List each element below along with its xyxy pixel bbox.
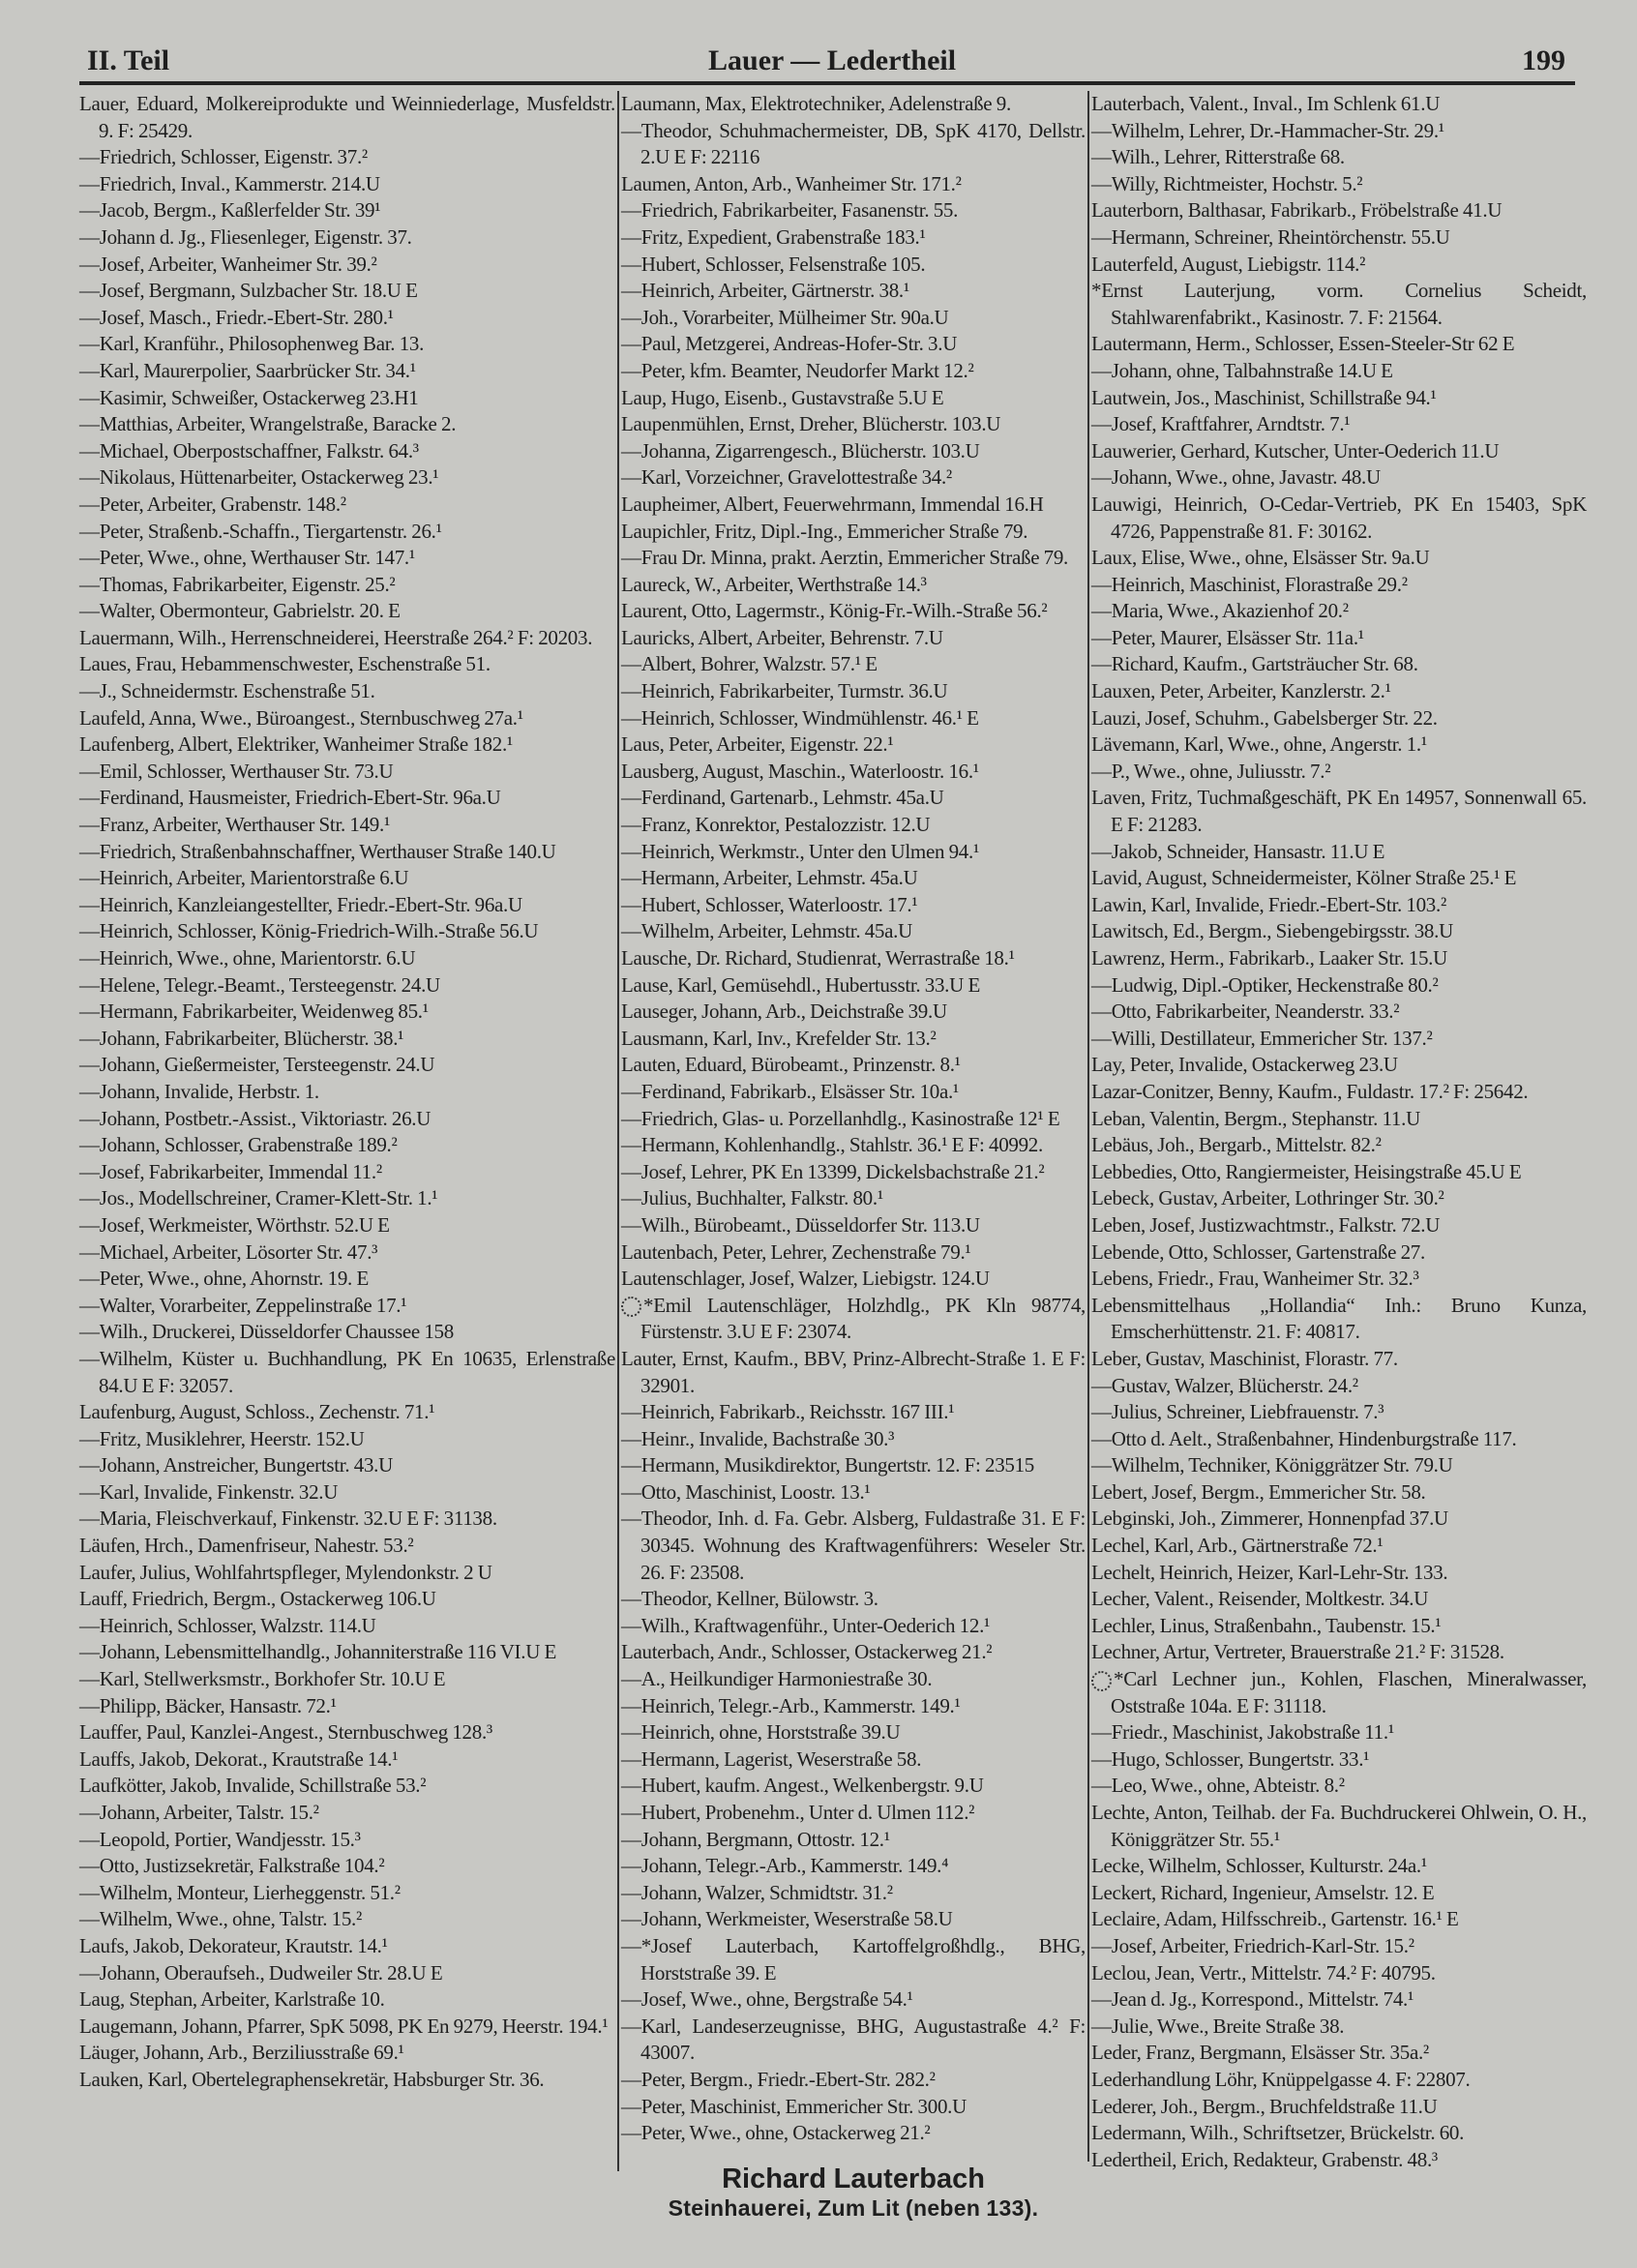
directory-entry: Ledertheil, Erich, Redakteur, Grabenstr. 48.³ [1091, 2147, 1438, 2171]
directory-entry: —Johann, ohne, Talbahnstraße 14.U E [1091, 358, 1393, 382]
directory-entry: —Ludwig, Dipl.-Optiker, Heckenstraße 80.² [1091, 972, 1439, 997]
directory-entry: Lausche, Dr. Richard, Studienrat, Werrastraße 18.¹ [621, 946, 1015, 970]
directory-entry: —Peter, Straßenb.-Schaffn., Tiergartenstr. 26.¹ [79, 519, 442, 543]
directory-entry: —Julius, Buchhalter, Falkstr. 80.¹ [621, 1186, 883, 1210]
directory-entry: —Karl, Maurerpolier, Saarbrücker Str. 34.¹ [79, 358, 416, 382]
directory-entry: —Heinrich, Maschinist, Florastraße 29.² [1091, 572, 1408, 596]
directory-entry: Lebert, Josef, Bergm., Emmericher Str. 58. [1091, 1479, 1426, 1504]
directory-entry: Lederer, Joh., Bergm., Bruchfeldstraße 11.U [1091, 2094, 1438, 2118]
directory-entry: —Heinrich, Fabrikarb., Reichsstr. 167 III.¹ [621, 1400, 955, 1424]
directory-entry: —Richard, Kaufm., Gartsträucher Str. 68. [1091, 652, 1418, 676]
directory-entry: Lechelt, Heinrich, Heizer, Karl-Lehr-Str. 133. [1091, 1560, 1448, 1584]
directory-entry: —Wilh., Druckerei, Düsseldorfer Chaussee 158 [79, 1320, 454, 1344]
directory-entry: Laumen, Anton, Arb., Wanheimer Str. 171.² [621, 171, 962, 195]
directory-entry: —Peter, Maurer, Elsässer Str. 11a.¹ [1091, 625, 1364, 649]
directory-entry: —Franz, Konrektor, Pestalozzistr. 12.U [621, 813, 931, 837]
directory-entry: Lawitsch, Ed., Bergm., Siebengebirgsstr. 38.U [1091, 919, 1453, 943]
directory-entry: —Josef, Bergmann, Sulzbacher Str. 18.U E [79, 279, 418, 303]
part-label: II. Teil [87, 45, 170, 76]
directory-entry: Läufen, Hrch., Damenfriseur, Nahestr. 53.² [79, 1534, 414, 1558]
directory-entry: —Josef, Masch., Friedr.-Ebert-Str. 280.¹ [79, 305, 394, 329]
directory-entry: —Jean d. Jg., Korrespond., Mittelstr. 74.¹ [1091, 1987, 1414, 2012]
directory-entry: —Walter, Obermonteur, Gabrielstr. 20. E [79, 599, 401, 623]
directory-entry: —Friedrich, Straßenbahnschaffner, Werthauser Straße 140.U [79, 839, 556, 863]
directory-entry: —Leopold, Portier, Wandjesstr. 15.³ [79, 1827, 361, 1851]
directory-entry: Lauterborn, Balthasar, Fabrikarb., Fröbelstraße 41.U [1091, 198, 1503, 223]
directory-entry: Lebens, Friedr., Frau, Wanheimer Str. 32.³ [1091, 1267, 1419, 1291]
directory-entry: Laven, Fritz, Tuchmaßgeschäft, PK En 14957, Sonnenwall 65. E F: 21283. [1091, 786, 1587, 837]
ad-line: Steinhauerei, Zum Lit (neben 133). [668, 2194, 1039, 2221]
directory-entry: —Heinr., Invalide, Bachstraße 30.³ [621, 1426, 895, 1450]
directory-entry: Lautenbach, Peter, Lehrer, Zechenstraße 79.¹ [621, 1239, 971, 1264]
directory-column-2 [621, 91, 1086, 2222]
directory-entry: —Johanna, Zigarrengesch., Blücherstr. 103.U [621, 438, 980, 463]
directory-entry: —Heinrich, Wwe., ohne, Marientorstr. 6.U [79, 946, 416, 970]
column-divider [1087, 91, 1089, 2162]
directory-entry: —Theodor, Schuhmachermeister, DB, SpK 4170, Dellstr. 2.U E F: 22116 [621, 118, 1086, 169]
directory-entry: —Hubert, Probenehm., Unter d. Ulmen 112.² [621, 1801, 975, 1824]
directory-entry: —Peter, Bergm., Friedr.-Ebert-Str. 282.² [621, 2067, 936, 2091]
directory-entry: —Josef, Arbeiter, Wanheimer Str. 39.² [79, 252, 377, 276]
directory-entry: —Wilhelm, Küster u. Buchhandlung, PK En 10635, Erlenstraße 84.U E F: 32057. [79, 1346, 615, 1397]
directory-entry: —Peter, Wwe., ohne, Werthauser Str. 147.¹ [79, 546, 415, 570]
directory-entry: —Michael, Arbeiter, Lösorter Str. 47.³ [79, 1239, 378, 1264]
directory-entry [621, 1293, 1086, 1346]
directory-entry: Lauzi, Josef, Schuhm., Gabelsberger Str. 22. [1091, 705, 1438, 730]
directory-entry: —Otto, Maschinist, Loostr. 13.¹ [621, 1479, 871, 1504]
directory-entry: —Otto, Fabrikarbeiter, Neanderstr. 33.² [1091, 1000, 1400, 1024]
directory-entry: Laug, Stephan, Arbeiter, Karlstraße 10. [79, 1987, 385, 2012]
directory-entry: Lebginski, Joh., Zimmerer, Honnenpfad 37.U [1091, 1507, 1448, 1531]
directory-entry: —A., Heilkundiger Harmoniestraße 30. [621, 1667, 933, 1691]
directory-entry: Laufenburg, August, Schloss., Zechenstr. 71.¹ [79, 1400, 435, 1424]
directory-entry: Lechner, Artur, Vertreter, Brauerstraße 21.² F: 31528. [1091, 1640, 1504, 1664]
directory-entry: Laufeld, Anna, Wwe., Büroangest., Sternbuschweg 27a.¹ [79, 705, 523, 730]
directory-entry: Laufs, Jakob, Dekorateur, Krautstr. 14.¹ [79, 1933, 388, 1957]
directory-entry: —Karl, Vorzeichner, Gravelottestraße 34.² [621, 465, 952, 490]
directory-entry: —Ferdinand, Fabrikarb., Elsässer Str. 10a.¹ [621, 1079, 959, 1103]
directory-entry: —Willy, Richtmeister, Hochstr. 5.² [1091, 171, 1363, 195]
directory-entry: —Heinrich, Schlosser, Windmühlenstr. 46.¹ E [621, 705, 979, 730]
directory-entry: Laufkötter, Jakob, Invalide, Schillstraße 53.² [79, 1774, 427, 1798]
directory-entry: —Friedrich, Glas- u. Porzellanhdlg., Kasinostraße 12¹ E [621, 1106, 1060, 1130]
directory-entry: —Wilh., Kraftwagenführ., Unter-Oederich 12.¹ [621, 1613, 991, 1637]
directory-entry: —Ferdinand, Gartenarb., Lehmstr. 45a.U [621, 786, 944, 810]
directory-entry: —Johann, Lebensmittelhandlg., Johanniterstraße 116 VI.U E [79, 1640, 557, 1664]
directory-entry: Lauricks, Albert, Arbeiter, Behrenstr. 7.U [621, 625, 943, 649]
directory-entry: —Josef, Kraftfahrer, Arndtstr. 7.¹ [1091, 412, 1351, 436]
directory-entry: —Karl, Landeserzeugnisse, BHG, Augustastraße 4.² F: 43007. [621, 2014, 1086, 2065]
directory-entry: Lauff, Friedrich, Bergm., Ostackerweg 106.U [79, 1587, 436, 1611]
directory-entry: Laurent, Otto, Lagermstr., König-Fr.-Wilh.-Straße 56.² [621, 599, 1048, 623]
directory-entry: Lauwigi, Heinrich, O-Cedar-Vertrieb, PK En 15403, SpK 4726, Pappenstraße 81. F: 30162. [1091, 492, 1587, 543]
directory-entry: —Johann d. Jg., Fliesenleger, Eigenstr. 37. [79, 224, 412, 249]
directory-entry: Leber, Gustav, Maschinist, Florastr. 77. [1091, 1346, 1398, 1370]
directory-entry: —Karl, Invalide, Finkenstr. 32.U [79, 1479, 339, 1504]
entry-text: *Emil Lautenschläger, Holzhdlg., PK Kln 98774, Fürstenstr. 3.U E F: 23074. [640, 1293, 1086, 1344]
directory-entry: Lawrenz, Herm., Fabrikarb., Laaker Str. 15.U [1091, 946, 1448, 970]
directory-entry: *Ernst Lauterjung, vorm. Cornelius Scheidt, Stahlwarenfabrikt., Kasinostr. 7. F: 21564. [1091, 279, 1587, 329]
directory-entry: —Jakob, Schneider, Hansastr. 11.U E [1091, 839, 1385, 863]
directory-entry: —Hermann, Kohlenhandlg., Stahlstr. 36.¹ E F: 40992. [621, 1133, 1043, 1157]
ad-name: Richard Lauterbach [722, 2163, 985, 2194]
directory-entry: —Heinrich, Fabrikarbeiter, Turmstr. 36.U [621, 679, 948, 703]
directory-entry: —Gustav, Walzer, Blücherstr. 24.² [1091, 1373, 1358, 1397]
directory-entry: Lazar-Conitzer, Benny, Kaufm., Fuldastr. 17.² F: 25642. [1091, 1079, 1529, 1103]
directory-entry: —Heinrich, Werkmstr., Unter den Ulmen 94.¹ [621, 839, 979, 863]
directory-entry: —Johann, Walzer, Schmidtstr. 31.² [621, 1880, 893, 1904]
directory-entry: —Heinrich, Schlosser, Walzstr. 114.U [79, 1613, 376, 1637]
directory-entry: —Helene, Telegr.-Beamt., Tersteegenstr. 24.U [79, 972, 440, 997]
directory-entry: —Walter, Vorarbeiter, Zeppelinstraße 17.¹ [79, 1293, 407, 1317]
directory-entry: Lavid, August, Schneidermeister, Kölner Straße 25.¹ E [1091, 866, 1517, 890]
directory-entry: Lautenschlager, Josef, Walzer, Liebigstr. 124.U [621, 1267, 990, 1291]
directory-entry: —Hugo, Schlosser, Bungertstr. 33.¹ [1091, 1746, 1370, 1771]
directory-entry: —Jos., Modellschreiner, Cramer-Klett-Str. 1.¹ [79, 1186, 438, 1210]
directory-entry: —Peter, kfm. Beamter, Neudorfer Markt 12.² [621, 358, 974, 382]
directory-entry: —Josef, Lehrer, PK En 13399, Dickelsbachstraße 21.² [621, 1159, 1045, 1183]
directory-entry: —Hermann, Schreiner, Rheintörchenstr. 55.U [1091, 224, 1450, 249]
directory-entry: —Michael, Oberpostschaffner, Falkstr. 64.³ [79, 438, 419, 463]
directory-entry: Lauterbach, Valent., Inval., Im Schlenk 61.U [1091, 92, 1441, 115]
directory-entry: —Johann, Werkmeister, Weserstraße 58.U [621, 1907, 953, 1931]
directory-entry: Laues, Frau, Hebammenschwester, Eschenstraße 51. [79, 652, 491, 676]
directory-entry: —Johann, Wwe., ohne, Javastr. 48.U [1091, 465, 1381, 490]
directory-entry: Laup, Hugo, Eisenb., Gustavstraße 5.U E [621, 385, 944, 409]
entry-text: *Carl Lechner jun., Kohlen, Flaschen, Mineralwasser, Oststraße 104a. E F: 31118. [1111, 1667, 1587, 1717]
directory-entry: —Josef, Arbeiter, Friedrich-Karl-Str. 15.² [1091, 1933, 1414, 1957]
directory-entry: —Wilhelm, Lehrer, Dr.-Hammacher-Str. 29.¹ [1091, 118, 1444, 142]
directory-entry: —Otto d. Aelt., Straßenbahner, Hindenburgstraße 117. [1091, 1426, 1517, 1450]
directory-entry: —Heinrich, Schlosser, König-Friedrich-Wilh.-Straße 56.U [79, 919, 539, 943]
directory-entry: Lauken, Karl, Obertelegraphensekretär, Habsburger Str. 36. [79, 2067, 545, 2091]
directory-entry: —*Josef Lauterbach, Kartoffelgroßhdlg., BHG, Horststraße 39. E [621, 1933, 1086, 1984]
directory-entry: Leclou, Jean, Vertr., Mittelstr. 74.² F: 40795. [1091, 1960, 1436, 1984]
directory-entry: —Franz, Arbeiter, Werthauser Str. 149.¹ [79, 813, 390, 837]
directory-entry: —Friedr., Maschinist, Jakobstraße 11.¹ [1091, 1720, 1394, 1745]
directory-entry: —Johann, Oberaufseh., Dudweiler Str. 28.U E [79, 1960, 443, 1984]
directory-entry: Lechte, Anton, Teilhab. der Fa. Buchdruckerei Ohlwein, O. H., Königgrätzer Str. 55.¹ [1091, 1801, 1587, 1851]
directory-entry: Lebeck, Gustav, Arbeiter, Lothringer Str. 30.² [1091, 1186, 1444, 1210]
directory-entry: —Julius, Schreiner, Liebfrauenstr. 7.³ [1091, 1400, 1384, 1424]
directory-entry: —Joh., Vorarbeiter, Mülheimer Str. 90a.U [621, 305, 949, 329]
directory-entry: Leban, Valentin, Bergm., Stephanstr. 11.U [1091, 1106, 1420, 1130]
directory-entry: Lebensmittelhaus „Hollandia“ Inh.: Bruno Kunza, Emscherhüttenstr. 21. F: 40817. [1091, 1293, 1587, 1344]
directory-entry: Lebäus, Joh., Bergarb., Mittelstr. 82.² [1091, 1133, 1382, 1157]
directory-entry: —Jacob, Bergm., Kaßlerfelder Str. 39¹ [79, 198, 381, 223]
directory-entry: —Thomas, Fabrikarbeiter, Eigenstr. 25.² [79, 572, 396, 596]
directory-entry: —J., Schneidermstr. Eschenstraße 51. [79, 679, 375, 703]
directory-entry: —Friedrich, Inval., Kammerstr. 214.U [79, 171, 380, 195]
directory-entry: —Albert, Bohrer, Walzstr. 57.¹ E [621, 652, 878, 676]
directory-entry: —Hermann, Lagerist, Weserstraße 58. [621, 1746, 922, 1771]
directory-entry: Lawin, Karl, Invalide, Friedr.-Ebert-Str. 103.² [1091, 892, 1446, 916]
directory-entry: —Wilhelm, Monteur, Lierheggenstr. 51.² [79, 1880, 401, 1904]
wreath-icon [621, 1297, 641, 1317]
column-divider [617, 91, 619, 2171]
directory-entry: Lebende, Otto, Schlosser, Gartenstraße 27. [1091, 1239, 1425, 1264]
directory-entry: —Wilhelm, Wwe., ohne, Talstr. 15.² [79, 1907, 362, 1931]
directory-entry: —Hubert, kaufm. Angest., Welkenbergstr. 9.U [621, 1774, 984, 1798]
directory-entry: —Friedrich, Fabrikarbeiter, Fasanenstr. 55. [621, 198, 959, 223]
directory-entry: —Johann, Telegr.-Arb., Kammerstr. 149.⁴ [621, 1854, 949, 1878]
directory-entry: Lauterbach, Andr., Schlosser, Ostackerweg 21.² [621, 1640, 993, 1664]
directory-entry: —Johann, Postbetr.-Assist., Viktoriastr. 26.U [79, 1106, 432, 1130]
directory-entry: —Johann, Schlosser, Grabenstraße 189.² [79, 1133, 398, 1157]
directory-entry: —Hubert, Schlosser, Felsenstraße 105. [621, 252, 926, 276]
directory-entry: —Johann, Invalide, Herbstr. 1. [79, 1079, 319, 1103]
directory-entry: —Matthias, Arbeiter, Wrangelstraße, Baracke 2. [79, 412, 457, 436]
directory-entry: —Theodor, Inh. d. Fa. Gebr. Alsberg, Fuldastraße 31. E F: 30345. Wohnung des Kraftwagenführers: Weseler Str. 26. F: 23508. [621, 1507, 1086, 1584]
directory-entry: Lay, Peter, Invalide, Ostackerweg 23.U [1091, 1053, 1398, 1077]
directory-entry: —Maria, Fleischverkauf, Finkenstr. 32.U E F: 31138. [79, 1507, 497, 1531]
directory-entry: —Johann, Anstreicher, Bungertstr. 43.U [79, 1453, 393, 1477]
directory-entry: —Emil, Schlosser, Werthauser Str. 73.U [79, 759, 394, 783]
directory-entry: Ledermann, Wilh., Schriftsetzer, Brückelstr. 60. [1091, 2121, 1465, 2145]
directory-entry: Leclaire, Adam, Hilfsschreib., Gartenstr. 16.¹ E [1091, 1907, 1459, 1931]
directory-entry: —Nikolaus, Hüttenarbeiter, Ostackerweg 23.¹ [79, 465, 439, 490]
directory-entry: Lauterfeld, August, Liebigstr. 114.² [1091, 252, 1366, 276]
directory-entry: Lauten, Eduard, Bürobeamt., Prinzenstr. 8.¹ [621, 1053, 961, 1077]
directory-entry: —Friedrich, Schlosser, Eigenstr. 37.² [79, 145, 368, 169]
directory-entry: —Peter, Wwe., ohne, Ahornstr. 19. E [79, 1267, 369, 1291]
directory-entry: —Josef, Fabrikarbeiter, Immendal 11.² [79, 1159, 382, 1183]
directory-entry: —Karl, Kranführ., Philosophenweg Bar. 13. [79, 332, 425, 356]
directory-entry: —Paul, Metzgerei, Andreas-Hofer-Str. 3.U [621, 332, 958, 356]
directory-entry: —Heinrich, ohne, Horststraße 39.U [621, 1720, 901, 1745]
directory-entry: —Heinrich, Kanzleiangestellter, Friedr.-Ebert-Str. 96a.U [79, 892, 522, 916]
directory-entry: Lauter, Ernst, Kaufm., BBV, Prinz-Albrecht-Straße 1. E F: 32901. [621, 1346, 1086, 1397]
directory-entry: —Maria, Wwe., Akazienhof 20.² [1091, 599, 1349, 623]
directory-entry: —Hermann, Musikdirektor, Bungertstr. 12. F: 23515 [621, 1453, 1035, 1477]
directory-entry: Lausberg, August, Maschin., Waterloostr. 16.¹ [621, 759, 979, 783]
directory-entry: —P., Wwe., ohne, Juliusstr. 7.² [1091, 759, 1331, 783]
directory-entry: —Johann, Gießermeister, Tersteegenstr. 24.U [79, 1053, 435, 1077]
directory-entry: —Peter, Maschinist, Emmericher Str. 300.U [621, 2094, 967, 2118]
page-number: 199 [1522, 45, 1565, 76]
directory-entry: —Hermann, Arbeiter, Lehmstr. 45a.U [621, 866, 918, 890]
directory-entry: —Wilh., Lehrer, Ritterstraße 68. [1091, 145, 1345, 169]
directory-entry: —Wilh., Bürobeamt., Düsseldorfer Str. 113.U [621, 1212, 980, 1237]
directory-entry: —Hermann, Fabrikarbeiter, Weidenweg 85.¹ [79, 1000, 429, 1024]
directory-entry: —Otto, Justizsekretär, Falkstraße 104.² [79, 1854, 385, 1878]
directory-entry: —Kasimir, Schweißer, Ostackerweg 23.H1 [79, 385, 419, 409]
directory-entry: —Karl, Stellwerksmstr., Borkhofer Str. 10.U E [79, 1667, 446, 1691]
directory-entry: Lauxen, Peter, Arbeiter, Kanzlerstr. 2.¹ [1091, 679, 1391, 703]
directory-entry: Lecke, Wilhelm, Schlosser, Kulturstr. 24a.¹ [1091, 1854, 1427, 1878]
directory-entry: Lause, Karl, Gemüsehdl., Hubertusstr. 33.U E [621, 972, 980, 997]
directory-entry: —Wilhelm, Arbeiter, Lehmstr. 45a.U [621, 919, 912, 943]
directory-entry: Lävemann, Karl, Wwe., ohne, Angerstr. 1.¹ [1091, 732, 1427, 757]
directory-entry: —Frau Dr. Minna, prakt. Aerztin, Emmericher Straße 79. [621, 546, 1069, 570]
directory-entry: Lausmann, Karl, Inv., Krefelder Str. 13.² [621, 1026, 937, 1050]
directory-column-3 [1091, 91, 1587, 2173]
directory-entry: —Philipp, Bäcker, Hansastr. 72.¹ [79, 1693, 337, 1717]
directory-entry: —Ferdinand, Hausmeister, Friedrich-Ebert-Str. 96a.U [79, 786, 501, 810]
directory-entry: —Willi, Destillateur, Emmericher Str. 137.² [1091, 1026, 1433, 1050]
directory-entry: —Leo, Wwe., ohne, Abteistr. 8.² [1091, 1774, 1345, 1798]
directory-entry: Laureck, W., Arbeiter, Werthstraße 14.³ [621, 572, 927, 596]
directory-entry: —Johann, Fabrikarbeiter, Blücherstr. 38.¹ [79, 1026, 404, 1050]
directory-entry: Lederhandlung Löhr, Knüppelgasse 4. F: 22807. [1091, 2067, 1471, 2091]
directory-entry: Lauermann, Wilh., Herrenschneiderei, Heerstraße 264.² F: 20203. [79, 625, 593, 649]
directory-entry: —Peter, Wwe., ohne, Ostackerweg 21.² [621, 2121, 931, 2145]
directory-entry: Leben, Josef, Justizwachtmstr., Falkstr. 72.U [1091, 1212, 1441, 1237]
directory-entry: Lauer, Eduard, Molkereiprodukte und Weinniederlage, Musfeldstr. 9. F: 25429. [79, 92, 615, 142]
directory-entry: Lauwerier, Gerhard, Kutscher, Unter-Oederich 11.U [1091, 438, 1500, 463]
directory-entry: Laupheimer, Albert, Feuerwehrmann, Immendal 16.H [621, 492, 1044, 516]
directory-entry: Lebbedies, Otto, Rangiermeister, Heisingstraße 45.U E [1091, 1159, 1522, 1183]
directory-entry: Lecher, Valent., Reisender, Moltkestr. 34.U [1091, 1587, 1429, 1611]
directory-entry: Laupenmühlen, Ernst, Dreher, Blücherstr. 103.U [621, 412, 1001, 436]
directory-entry: Laupichler, Fritz, Dipl.-Ing., Emmericher Straße 79. [621, 519, 1028, 543]
directory-entry: Lechel, Karl, Arb., Gärtnerstraße 72.¹ [1091, 1534, 1384, 1558]
directory-entry [1091, 1666, 1587, 1719]
directory-entry: Laufer, Julius, Wohlfahrtspfleger, Mylendonkstr. 2 U [79, 1560, 492, 1584]
directory-entry: Lechler, Linus, Straßenbahn., Taubenstr. 15.¹ [1091, 1613, 1442, 1637]
directory-entry: —Fritz, Musiklehrer, Heerstr. 152.U [79, 1426, 365, 1450]
directory-entry: —Johann, Arbeiter, Talstr. 15.² [79, 1801, 319, 1824]
directory-entry: Laumann, Max, Elektrotechniker, Adelenstraße 9. [621, 92, 1011, 115]
directory-entry: —Heinrich, Arbeiter, Gärtnerstr. 38.¹ [621, 279, 909, 303]
directory-entry: Leckert, Richard, Ingenieur, Amselstr. 12. E [1091, 1880, 1435, 1904]
directory-entry: —Theodor, Kellner, Bülowstr. 3. [621, 1587, 878, 1611]
directory-entry: —Heinrich, Arbeiter, Marientorstraße 6.U [79, 866, 409, 890]
directory-entry: —Fritz, Expedient, Grabenstraße 183.¹ [621, 224, 926, 249]
directory-entry: —Josef, Werkmeister, Wörthstr. 52.U E [79, 1212, 390, 1237]
page-header [79, 39, 1575, 85]
directory-entry: —Johann, Bergmann, Ottostr. 12.¹ [621, 1827, 890, 1851]
directory-entry: Laugemann, Johann, Pfarrer, SpK 5098, PK En 9279, Heerstr. 194.¹ [79, 2014, 609, 2038]
directory-entry: Laus, Peter, Arbeiter, Eigenstr. 22.¹ [621, 732, 894, 757]
directory-column-1 [79, 91, 615, 2094]
directory-entry: Laux, Elise, Wwe., ohne, Elsässer Str. 9a.U [1091, 546, 1430, 570]
directory-entry: —Hubert, Schlosser, Waterloostr. 17.¹ [621, 892, 918, 916]
directory-entry: —Julie, Wwe., Breite Straße 38. [1091, 2014, 1345, 2038]
directory-entry: —Wilhelm, Techniker, Königgrätzer Str. 79.U [1091, 1453, 1453, 1477]
directory-entry: Lauffer, Paul, Kanzlei-Angest., Sternbuschweg 128.³ [79, 1720, 492, 1745]
directory-entry: Lauffs, Jakob, Dekorat., Krautstraße 14.¹ [79, 1746, 399, 1771]
directory-entry: Lauseger, Johann, Arb., Deichstraße 39.U [621, 1000, 947, 1024]
directory-entry: Lautermann, Herm., Schlosser, Essen-Steeler-Str 62 E [1091, 332, 1515, 356]
advertisement [621, 2163, 1086, 2223]
directory-entry: —Heinrich, Telegr.-Arb., Kammerstr. 149.¹ [621, 1693, 961, 1717]
directory-entry: —Peter, Arbeiter, Grabenstr. 148.² [79, 492, 346, 516]
wreath-icon [1091, 1671, 1112, 1691]
running-title: Lauer — Ledertheil [708, 45, 957, 76]
directory-entry: Lautwein, Jos., Maschinist, Schillstraße 94.¹ [1091, 385, 1437, 409]
directory-entry: Leder, Franz, Bergmann, Elsässer Str. 35a.² [1091, 2041, 1429, 2065]
directory-entry: Laufenberg, Albert, Elektriker, Wanheimer Straße 182.¹ [79, 732, 513, 757]
directory-entry: Läuger, Johann, Arb., Berziliusstraße 69.¹ [79, 2041, 404, 2065]
directory-entry: —Josef, Wwe., ohne, Bergstraße 54.¹ [621, 1987, 913, 2012]
